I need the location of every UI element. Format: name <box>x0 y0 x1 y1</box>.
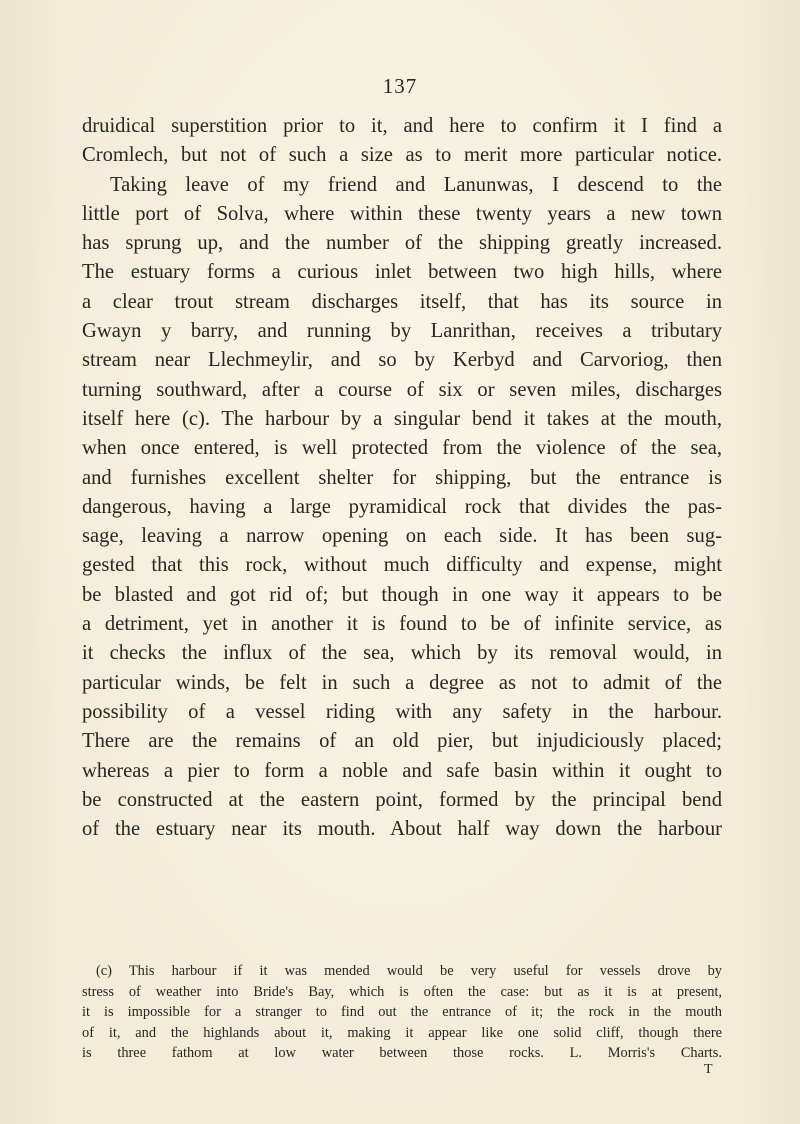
text-line: dangerous, having a large pyramidical rock that divides the pas- <box>82 495 722 518</box>
text-line: The estuary forms a curious inlet between two high hills, where <box>82 261 722 284</box>
text-line: whereas a pier to form a noble and safe basin within it ought to <box>82 759 722 782</box>
text-line: gested that this rock, without much difficulty and expense, might <box>82 554 722 577</box>
text-line: sage, leaving a narrow opening on each side. It has been sug- <box>82 525 722 548</box>
footnote <box>82 961 722 1064</box>
text-line: stream near Llechmeylir, and so by Kerbyd and Carvoriog, then <box>82 349 722 372</box>
page-number: 137 <box>382 74 418 98</box>
footnote-line: (c) This harbour if it was mended would be very useful for vessels drove by <box>96 963 722 979</box>
text-line: possibility of a vessel riding with any safety in the harbour. <box>82 700 722 723</box>
text-line: and furnishes excellent shelter for shipping, but the entrance is <box>82 466 722 489</box>
text-line: itself here (c). The harbour by a singular bend it takes at the mouth, <box>82 407 722 430</box>
text-line: There are the remains of an old pier, but injudiciously placed; <box>82 730 722 753</box>
text-line: druidical superstition prior to it, and here to confirm it I find a <box>82 115 722 137</box>
signature-mark: T <box>704 1062 713 1077</box>
footnote-line: is three fathom at low water between those rocks. L. Morris's Charts. <box>82 1045 722 1061</box>
text-line: has sprung up, and the number of the shipping greatly increased. <box>82 232 722 255</box>
text-line: turning southward, after a course of six or seven miles, discharges <box>82 378 722 401</box>
text-line: particular winds, be felt in such a degree as not to admit of the <box>82 671 722 694</box>
footnote-line: stress of weather into Bride's Bay, which is often the case: but as it is at present, <box>82 983 722 1000</box>
text-line: be blasted and got rid of; but though in one way it appears to be <box>82 583 722 606</box>
text-line: Taking leave of my friend and Lanunwas, I descend to the <box>110 173 722 196</box>
text-line: Gwayn y barry, and running by Lanrithan, receives a tributary <box>82 320 722 343</box>
text-line: of the estuary near its mouth. About half way down the harbour <box>82 818 722 841</box>
text-line: be constructed at the eastern point, formed by the principal bend <box>82 788 722 811</box>
body-text <box>82 112 722 844</box>
text-line: when once entered, is well protected from the violence of the sea, <box>82 437 722 460</box>
text-line: it checks the influx of the sea, which by its removal would, in <box>82 642 722 665</box>
text-line: Cromlech, but not of such a size as to merit more particular notice. <box>82 144 722 167</box>
text-line: a detriment, yet in another it is found to be of infinite service, as <box>82 613 722 636</box>
text-line: little port of Solva, where within these twenty years a new town <box>82 202 722 225</box>
text-line: a clear trout stream discharges itself, that has its source in <box>82 290 722 313</box>
footnote-line: of it, and the highlands about it, making it appear like one solid cliff, though there <box>82 1024 722 1041</box>
footnote-line: it is impossible for a stranger to find out the entrance of it; the rock in the mouth <box>82 1004 722 1020</box>
